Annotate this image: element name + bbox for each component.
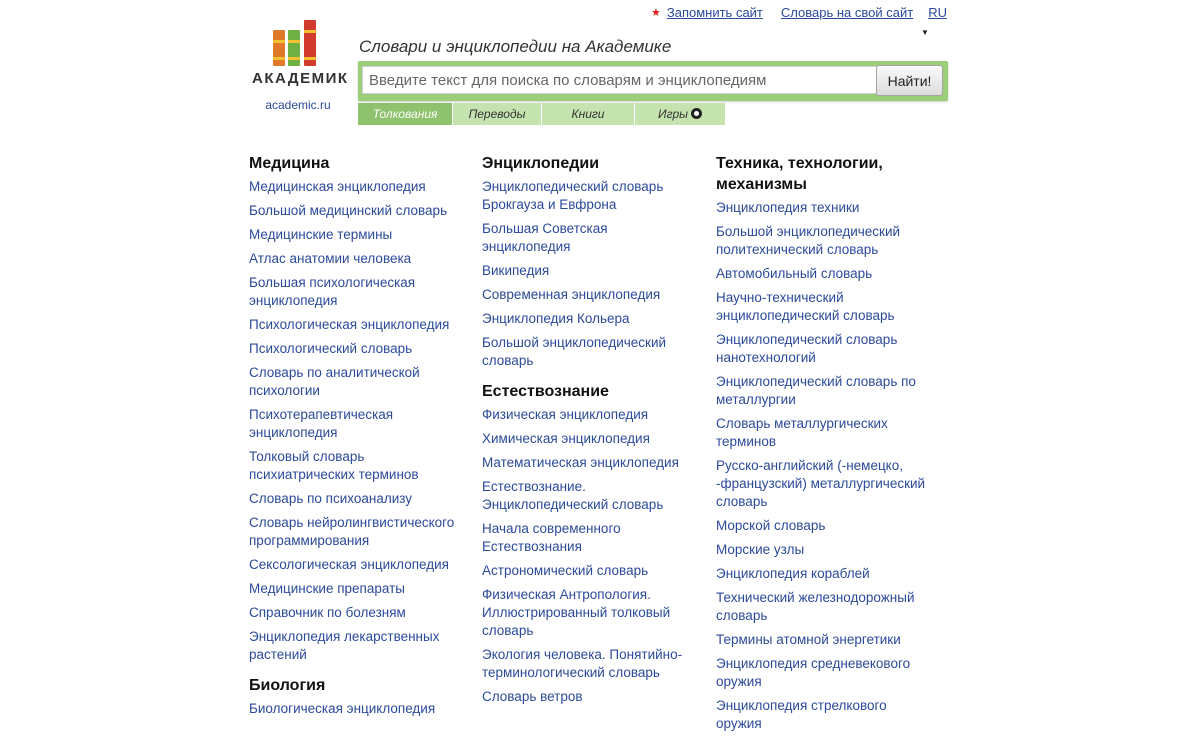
list-item xyxy=(249,364,464,400)
list-item xyxy=(249,250,464,268)
remember-site-link[interactable]: Запомнить сайт xyxy=(666,5,763,20)
list-item xyxy=(482,520,697,556)
list-item xyxy=(716,199,931,217)
dictionary-link[interactable]: Большая психологическая энциклопедия xyxy=(249,275,416,308)
category-column-1 xyxy=(249,152,464,728)
search-button[interactable]: Найти! xyxy=(876,65,943,96)
list-item xyxy=(716,655,931,691)
list-item xyxy=(249,202,464,220)
list-item xyxy=(482,586,697,640)
list-item xyxy=(482,478,697,514)
category-column-3 xyxy=(716,152,931,743)
list-item xyxy=(249,226,464,244)
list-item xyxy=(716,223,931,259)
category-column-2 xyxy=(482,152,697,716)
list-item xyxy=(249,316,464,334)
tab-interpretations[interactable]: Толкования xyxy=(358,103,452,125)
list-item xyxy=(249,448,464,484)
dictionary-link[interactable]: Физическая Антропология. Иллюстрированный толковый словарь xyxy=(482,587,671,638)
dictionary-link[interactable]: Словарь нейролингвистического программирования xyxy=(249,515,455,548)
dictionary-link[interactable]: Энциклопедический словарь Брокгауза и Евфрона xyxy=(482,179,664,212)
category-title: Естествознание xyxy=(482,383,609,400)
list-item xyxy=(482,646,697,682)
page-slogan: Словари и энциклопедии на Академике xyxy=(359,37,672,56)
dictionary-link[interactable]: Медицинские препараты xyxy=(249,581,405,596)
list-item xyxy=(249,556,464,574)
tab-games-label: Игры xyxy=(657,107,688,121)
dictionary-link[interactable]: Научно-технический энциклопедический словарь xyxy=(716,290,895,323)
list-item xyxy=(249,700,464,718)
dictionary-link[interactable]: Энциклопедия стрелкового оружия xyxy=(716,698,887,731)
category-list-natural-science xyxy=(482,406,697,706)
dictionary-link[interactable]: Психотерапевтическая энциклопедия xyxy=(249,407,394,440)
list-item xyxy=(716,589,931,625)
dictionary-link[interactable]: Энциклопедический словарь по металлургии xyxy=(716,374,916,407)
list-item xyxy=(249,406,464,442)
caret-down-icon[interactable]: ▼ xyxy=(921,28,929,37)
list-item xyxy=(716,457,931,511)
tab-games[interactable] xyxy=(635,103,725,125)
list-item xyxy=(716,289,931,325)
dictionary-link[interactable]: Словарь по аналитической психологии xyxy=(249,365,420,398)
tab-books[interactable]: Книги xyxy=(542,103,634,125)
category-title: Биология xyxy=(249,677,326,694)
dictionary-link[interactable]: Атлас анатомии человека xyxy=(249,251,412,266)
dictionary-link[interactable]: Большой энциклопедический словарь xyxy=(482,335,667,368)
search-tabs xyxy=(358,103,726,125)
logo-wordmark: АКАДЕМИК xyxy=(252,70,349,87)
dictionary-link[interactable]: Википедия xyxy=(482,263,550,278)
list-item xyxy=(716,541,931,559)
dictionary-link[interactable]: Медицинская энциклопедия xyxy=(249,179,426,194)
list-item xyxy=(482,178,697,214)
list-item xyxy=(482,406,697,424)
dictionary-link[interactable]: Экология человека. Понятийно-терминологический словарь xyxy=(482,647,683,680)
language-selector[interactable]: RU xyxy=(928,5,947,20)
dictionary-link[interactable]: Большая Советская энциклопедия xyxy=(482,221,608,254)
list-item xyxy=(482,430,697,448)
category-title: Медицина xyxy=(249,155,330,172)
dictionary-link[interactable]: Энциклопедия Кольера xyxy=(482,311,630,326)
list-item xyxy=(716,565,931,583)
list-item xyxy=(249,490,464,508)
dictionary-link[interactable]: Словарь по психоанализу xyxy=(249,491,413,506)
dictionary-link[interactable]: Технический железнодорожный словарь xyxy=(716,590,915,623)
dictionary-link[interactable]: Энциклопедия лекарственных растений xyxy=(249,629,440,662)
dictionary-link[interactable]: Энциклопедия кораблей xyxy=(716,566,870,581)
dictionary-link[interactable]: Энциклопедия средневекового оружия xyxy=(716,656,911,689)
logo[interactable] xyxy=(252,20,349,112)
dictionary-link[interactable]: Автомобильный словарь xyxy=(716,266,873,281)
list-item xyxy=(249,628,464,664)
list-item xyxy=(716,415,931,451)
soccer-ball-icon xyxy=(691,108,702,119)
list-item xyxy=(716,517,931,535)
dictionary-to-site-link[interactable]: Словарь на свой сайт xyxy=(780,5,914,20)
dictionary-link[interactable]: Астрономический словарь xyxy=(482,563,649,578)
logo-url[interactable]: academic.ru xyxy=(265,98,331,112)
dictionary-link[interactable]: Психологическая энциклопедия xyxy=(249,317,450,332)
list-item xyxy=(482,310,697,328)
list-item xyxy=(716,631,931,649)
list-item xyxy=(249,580,464,598)
list-item xyxy=(716,697,931,733)
list-item xyxy=(716,331,931,367)
dictionary-link[interactable]: Психологический словарь xyxy=(249,341,413,356)
list-item xyxy=(482,334,697,370)
category-list-biology xyxy=(249,700,464,718)
dictionary-link[interactable]: Начала современного Естествознания xyxy=(482,521,621,554)
search-box xyxy=(358,61,948,101)
list-item xyxy=(249,604,464,622)
dictionary-link[interactable]: Морские узлы xyxy=(716,542,805,557)
dictionary-link[interactable]: Физическая энциклопедия xyxy=(482,407,649,422)
category-list-encyclopedias xyxy=(482,178,697,370)
dictionary-link[interactable]: Естествознание. Энциклопедический словарь xyxy=(482,479,664,512)
list-item xyxy=(482,262,697,280)
dictionary-link[interactable]: Химическая энциклопедия xyxy=(482,431,650,446)
dictionary-link[interactable]: Справочник по болезням xyxy=(249,605,406,620)
category-title: Техника, технологии, механизмы xyxy=(716,155,883,193)
list-item xyxy=(482,454,697,472)
category-title: Энциклопедии xyxy=(482,155,600,172)
category-list-technology xyxy=(716,199,931,733)
search-input[interactable] xyxy=(362,66,879,94)
dictionary-link[interactable]: Математическая энциклопедия xyxy=(482,455,679,470)
dictionary-link[interactable]: Словарь ветров xyxy=(482,689,583,704)
dictionary-link[interactable]: Энциклопедия техники xyxy=(716,200,860,215)
dictionary-link[interactable]: Большой медицинский словарь xyxy=(249,203,448,218)
dictionary-link[interactable]: Морской словарь xyxy=(716,518,826,533)
list-item xyxy=(482,688,697,706)
star-icon: ★ xyxy=(651,7,661,19)
list-item xyxy=(716,373,931,409)
dictionary-link[interactable]: Сексологическая энциклопедия xyxy=(249,557,449,572)
dictionary-link[interactable]: Словарь металлургических терминов xyxy=(716,416,888,449)
list-item xyxy=(249,274,464,310)
dictionary-link[interactable]: Термины атомной энергетики xyxy=(716,632,901,647)
list-item xyxy=(249,340,464,358)
dictionary-link[interactable]: Толковый словарь психиатрических терминов xyxy=(249,449,419,482)
dictionary-link[interactable]: Русско-английский (-немецко, -французский) металлургический словарь xyxy=(716,458,926,509)
top-links xyxy=(651,5,947,20)
dictionary-link[interactable]: Большой энциклопедический политехнический словарь xyxy=(716,224,901,257)
list-item xyxy=(716,265,931,283)
list-item xyxy=(482,220,697,256)
tab-translations[interactable]: Переводы xyxy=(453,103,541,125)
list-item xyxy=(482,286,697,304)
dictionary-link[interactable]: Энциклопедический словарь нанотехнологий xyxy=(716,332,898,365)
dictionary-link[interactable]: Современная энциклопедия xyxy=(482,287,661,302)
list-item xyxy=(482,562,697,580)
list-item xyxy=(249,178,464,196)
dictionary-link[interactable]: Биологическая энциклопедия xyxy=(249,701,436,716)
category-list-medicine xyxy=(249,178,464,664)
list-item xyxy=(249,514,464,550)
books-icon xyxy=(273,20,321,66)
dictionary-link[interactable]: Медицинские термины xyxy=(249,227,393,242)
